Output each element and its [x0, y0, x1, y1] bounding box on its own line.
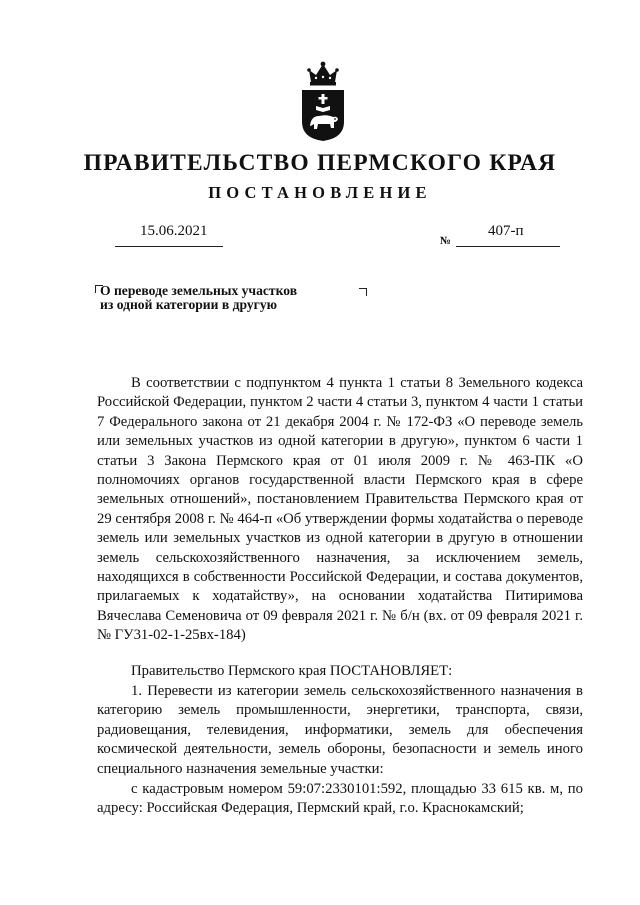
- organization-title: ПРАВИТЕЛЬСТВО ПЕРМСКОГО КРАЯ: [83, 150, 557, 176]
- resolution-clause: Правительство Пермского края ПОСТАНОВЛЯЕТ:: [131, 663, 453, 679]
- subject-line-2: из одной категории в другую: [100, 297, 278, 312]
- item-1-paragraph: 1. Перевести из категории земель сельскохозяйственного назначения в категорию земель промышленности, энергетики, транспорта, связи, радиовещания, телевидения, информатики, земель для обеспечения космической деятельности, земель обороны, безопасности и земель иного специального назначения земельные участки:: [97, 683, 583, 777]
- number-sign: №: [440, 235, 452, 247]
- subject-corner-right: [359, 288, 367, 296]
- document-type: ПОСТАНОВЛЕНИЕ: [208, 183, 432, 202]
- preamble-paragraph: В соответствии с подпунктом 4 пункта 1 статьи 8 Земельного кодекса Российской Федерации, пунктом 2 части 4 статьи 3, пунктом 4 части 1 статьи 7 Федерального закона от 21 декабря 2004 г. № 172-ФЗ «О переводе земель или земельных участков из одной категории в другую», пунктом 6 части 1 статьи 3 Закона Пермского края от 01 июля 2009 г. № 463-ПК «О полномочиях органов государственной власти Пермского края в сфере земельных отношений», постановлением Правительства Пермского края от 29 сентября 2008 г. № 464-п «Об утверждении формы ходатайства о переводе земель или земельных участков из одной категории в другую в отношении земель сельскохозяйственного назначения, за исключением земель, находящихся в собственности Российской Федерации, и состава документов, прилагаемых к ходатайству», на основании ходатайства Питиримова Вячеслава Семеновича от 09 февраля 2021 г. № б/н (вх. от 09 февраля 2021 г. № ГУ31-02-1-25вх-184): [97, 375, 583, 644]
- coat-of-arms-icon: [299, 60, 347, 142]
- document-date: 15.06.2021: [140, 223, 208, 239]
- number-underline: [456, 246, 560, 247]
- document-number: 407-п: [488, 223, 524, 239]
- date-underline: [115, 246, 223, 247]
- subject-line-1: О переводе земельных участков: [100, 283, 298, 298]
- document-subject: [100, 284, 297, 312]
- land-plot-paragraph: с кадастровым номером 59:07:2330101:592, площадью 33 615 кв. м, по адресу: Российская Федерация, Пермский край, г.о. Краснокамский;: [97, 781, 583, 817]
